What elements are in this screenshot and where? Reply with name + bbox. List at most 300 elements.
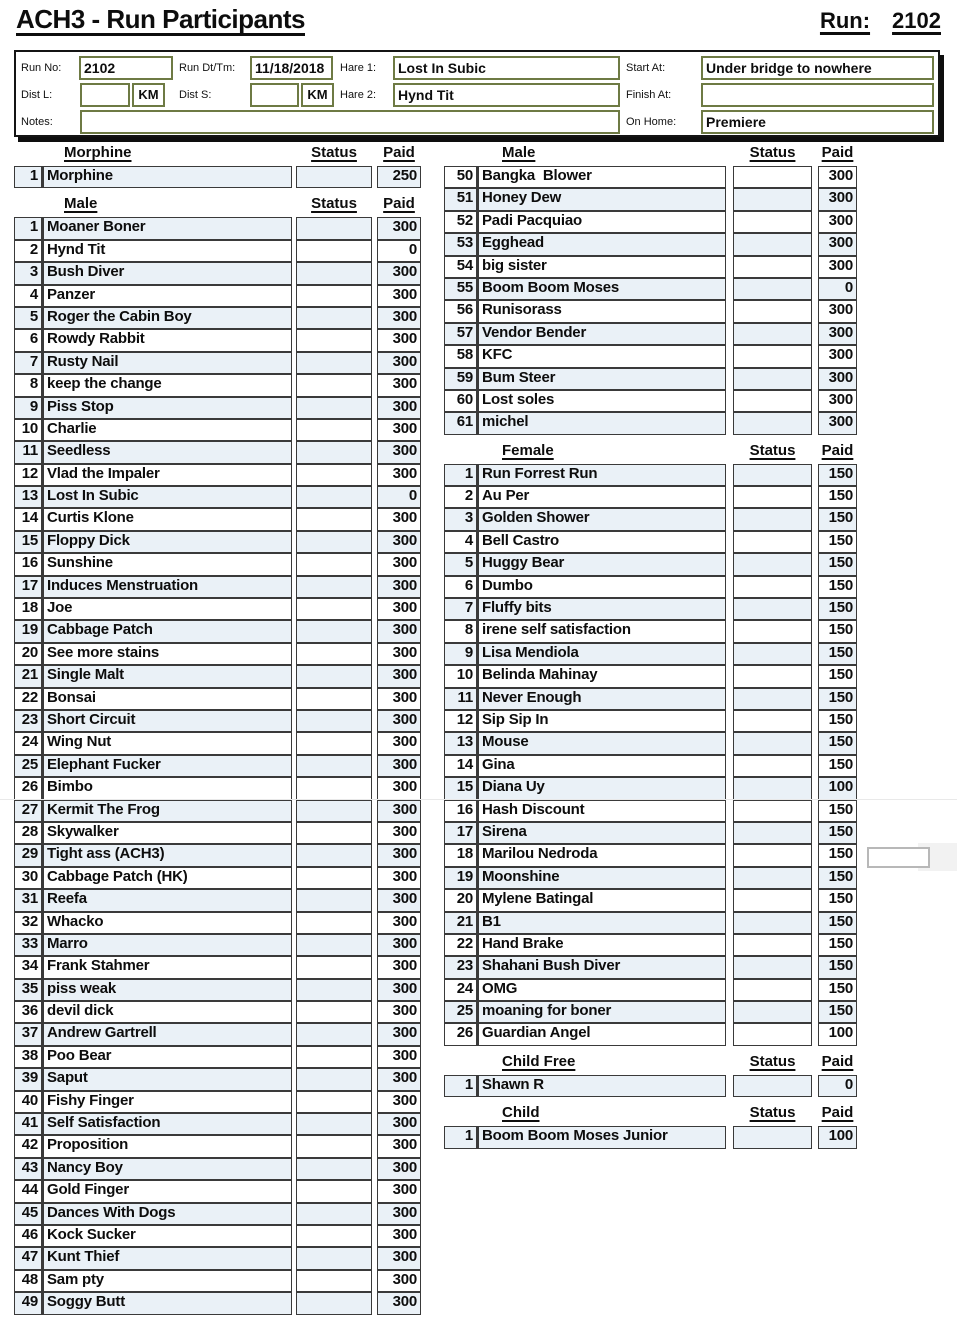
paid-cell[interactable]: 150 <box>818 844 857 866</box>
status-cell[interactable] <box>733 390 812 412</box>
participant-name-cell[interactable]: Lost soles <box>477 390 726 412</box>
paid-cell[interactable]: 250 <box>377 166 421 188</box>
status-cell[interactable] <box>733 822 812 844</box>
participant-name-cell[interactable]: Curtis Klone <box>42 508 292 530</box>
participant-name-cell[interactable]: Tight ass (ACH3) <box>42 844 292 866</box>
row-number-cell[interactable]: 13 <box>444 732 477 754</box>
row-number-cell[interactable]: 32 <box>14 912 42 934</box>
status-cell[interactable] <box>296 329 372 351</box>
participant-name-cell[interactable]: Sam pty <box>42 1270 292 1292</box>
row-number-cell[interactable]: 18 <box>14 598 42 620</box>
paid-cell[interactable]: 300 <box>377 441 421 463</box>
participant-name-cell[interactable]: Dumbo <box>477 576 726 598</box>
status-cell[interactable] <box>296 620 372 642</box>
paid-cell[interactable]: 300 <box>377 688 421 710</box>
participant-name-cell[interactable]: Gold Finger <box>42 1180 292 1202</box>
row-number-cell[interactable]: 18 <box>444 844 477 866</box>
row-number-cell[interactable]: 14 <box>444 755 477 777</box>
row-number-cell[interactable]: 41 <box>14 1113 42 1135</box>
status-cell[interactable] <box>733 732 812 754</box>
participant-name-cell[interactable]: Kock Sucker <box>42 1225 292 1247</box>
paid-cell[interactable]: 300 <box>377 710 421 732</box>
paid-cell[interactable]: 150 <box>818 867 857 889</box>
row-number-cell[interactable]: 5 <box>444 553 477 575</box>
paid-cell[interactable]: 150 <box>818 912 857 934</box>
dist-l-input[interactable] <box>80 83 130 107</box>
participant-name-cell[interactable]: Hand Brake <box>477 934 726 956</box>
paid-cell[interactable]: 300 <box>377 307 421 329</box>
participant-name-cell[interactable]: Marro <box>42 934 292 956</box>
paid-cell[interactable]: 300 <box>818 300 857 322</box>
paid-cell[interactable]: 300 <box>377 912 421 934</box>
status-cell[interactable] <box>296 688 372 710</box>
status-cell[interactable] <box>296 576 372 598</box>
paid-cell[interactable]: 300 <box>377 1023 421 1045</box>
row-number-cell[interactable]: 43 <box>14 1158 42 1180</box>
row-number-cell[interactable]: 42 <box>14 1135 42 1157</box>
status-cell[interactable] <box>733 777 812 799</box>
status-cell[interactable] <box>733 553 812 575</box>
paid-cell[interactable]: 300 <box>377 262 421 284</box>
status-cell[interactable] <box>733 688 812 710</box>
status-cell[interactable] <box>733 956 812 978</box>
status-cell[interactable] <box>296 800 372 822</box>
paid-cell[interactable]: 300 <box>377 464 421 486</box>
status-cell[interactable] <box>733 345 812 367</box>
participant-name-cell[interactable]: Andrew Gartrell <box>42 1023 292 1045</box>
status-cell[interactable] <box>296 598 372 620</box>
row-number-cell[interactable]: 9 <box>14 397 42 419</box>
status-cell[interactable] <box>296 777 372 799</box>
row-number-cell[interactable]: 1 <box>14 166 42 188</box>
status-cell[interactable] <box>733 643 812 665</box>
row-number-cell[interactable]: 26 <box>14 777 42 799</box>
paid-cell[interactable]: 300 <box>377 531 421 553</box>
status-cell[interactable] <box>296 217 372 239</box>
participant-name-cell[interactable]: Induces Menstruation <box>42 576 292 598</box>
status-cell[interactable] <box>296 508 372 530</box>
paid-cell[interactable]: 300 <box>377 352 421 374</box>
participant-name-cell[interactable]: Mylene Batingal <box>477 889 726 911</box>
paid-cell[interactable]: 300 <box>377 576 421 598</box>
participant-name-cell[interactable]: big sister <box>477 256 726 278</box>
row-number-cell[interactable]: 31 <box>14 889 42 911</box>
status-cell[interactable] <box>296 1113 372 1135</box>
participant-name-cell[interactable]: Elephant Fucker <box>42 755 292 777</box>
participant-name-cell[interactable]: Whacko <box>42 912 292 934</box>
status-cell[interactable] <box>733 1126 812 1148</box>
row-number-cell[interactable]: 29 <box>14 844 42 866</box>
participant-name-cell[interactable]: Diana Uy <box>477 777 726 799</box>
participant-name-cell[interactable]: Panzer <box>42 285 292 307</box>
status-cell[interactable] <box>296 710 372 732</box>
paid-cell[interactable]: 150 <box>818 889 857 911</box>
participant-name-cell[interactable]: Hynd Tit <box>42 240 292 262</box>
participant-name-cell[interactable]: Run Forrest Run <box>477 464 726 486</box>
paid-cell[interactable]: 0 <box>377 486 421 508</box>
status-cell[interactable] <box>733 1023 812 1045</box>
participant-name-cell[interactable]: Bush Diver <box>42 262 292 284</box>
row-number-cell[interactable]: 57 <box>444 323 477 345</box>
paid-cell[interactable]: 150 <box>818 553 857 575</box>
row-number-cell[interactable]: 25 <box>444 1001 477 1023</box>
status-cell[interactable] <box>733 412 812 434</box>
paid-cell[interactable]: 0 <box>818 1075 857 1097</box>
status-cell[interactable] <box>296 374 372 396</box>
row-number-cell[interactable]: 2 <box>14 240 42 262</box>
row-number-cell[interactable]: 1 <box>444 1126 477 1148</box>
paid-cell[interactable]: 300 <box>377 217 421 239</box>
status-cell[interactable] <box>296 822 372 844</box>
status-cell[interactable] <box>296 956 372 978</box>
paid-cell[interactable]: 300 <box>818 368 857 390</box>
row-number-cell[interactable]: 20 <box>14 643 42 665</box>
status-cell[interactable] <box>296 397 372 419</box>
row-number-cell[interactable]: 48 <box>14 1270 42 1292</box>
status-cell[interactable] <box>733 233 812 255</box>
row-number-cell[interactable]: 16 <box>444 800 477 822</box>
stray-textbox[interactable] <box>867 847 930 868</box>
participant-name-cell[interactable]: Sip Sip In <box>477 710 726 732</box>
participant-name-cell[interactable]: Mouse <box>477 732 726 754</box>
row-number-cell[interactable]: 6 <box>14 329 42 351</box>
paid-cell[interactable]: 300 <box>377 397 421 419</box>
status-cell[interactable] <box>733 278 812 300</box>
status-cell[interactable] <box>733 889 812 911</box>
paid-cell[interactable]: 300 <box>818 166 857 188</box>
row-number-cell[interactable]: 11 <box>444 688 477 710</box>
participant-name-cell[interactable]: OMG <box>477 979 726 1001</box>
paid-cell[interactable]: 300 <box>377 822 421 844</box>
status-cell[interactable] <box>296 1068 372 1090</box>
row-number-cell[interactable]: 20 <box>444 889 477 911</box>
row-number-cell[interactable]: 3 <box>444 508 477 530</box>
status-cell[interactable] <box>296 1023 372 1045</box>
participant-name-cell[interactable]: Poo Bear <box>42 1046 292 1068</box>
status-cell[interactable] <box>733 1001 812 1023</box>
status-cell[interactable] <box>296 1158 372 1180</box>
status-cell[interactable] <box>733 508 812 530</box>
status-cell[interactable] <box>296 665 372 687</box>
participant-name-cell[interactable]: Huggy Bear <box>477 553 726 575</box>
participant-name-cell[interactable]: irene self satisfaction <box>477 620 726 642</box>
participant-name-cell[interactable]: Kermit The Frog <box>42 800 292 822</box>
status-cell[interactable] <box>733 211 812 233</box>
row-number-cell[interactable]: 1 <box>14 217 42 239</box>
status-cell[interactable] <box>296 1091 372 1113</box>
status-cell[interactable] <box>733 576 812 598</box>
participant-name-cell[interactable]: Bell Castro <box>477 531 726 553</box>
status-cell[interactable] <box>296 419 372 441</box>
paid-cell[interactable]: 300 <box>377 329 421 351</box>
paid-cell[interactable]: 300 <box>377 643 421 665</box>
row-number-cell[interactable]: 53 <box>444 233 477 255</box>
participant-name-cell[interactable]: Cabbage Patch <box>42 620 292 642</box>
paid-cell[interactable]: 300 <box>377 800 421 822</box>
status-cell[interactable] <box>296 486 372 508</box>
paid-cell[interactable]: 300 <box>377 1135 421 1157</box>
dist-s-input[interactable] <box>250 83 299 107</box>
participant-name-cell[interactable]: Egghead <box>477 233 726 255</box>
status-cell[interactable] <box>296 352 372 374</box>
row-number-cell[interactable]: 6 <box>444 576 477 598</box>
row-number-cell[interactable]: 45 <box>14 1203 42 1225</box>
paid-cell[interactable]: 300 <box>377 732 421 754</box>
row-number-cell[interactable]: 11 <box>14 441 42 463</box>
status-cell[interactable] <box>733 323 812 345</box>
paid-cell[interactable]: 300 <box>377 1068 421 1090</box>
on-home-input[interactable] <box>701 110 934 134</box>
status-cell[interactable] <box>296 934 372 956</box>
row-number-cell[interactable]: 56 <box>444 300 477 322</box>
row-number-cell[interactable]: 17 <box>444 822 477 844</box>
row-number-cell[interactable]: 27 <box>14 800 42 822</box>
row-number-cell[interactable]: 36 <box>14 1001 42 1023</box>
status-cell[interactable] <box>296 1247 372 1269</box>
row-number-cell[interactable]: 22 <box>444 934 477 956</box>
finish-at-input[interactable] <box>701 83 934 107</box>
row-number-cell[interactable]: 33 <box>14 934 42 956</box>
participant-name-cell[interactable]: Runisorass <box>477 300 726 322</box>
status-cell[interactable] <box>733 166 812 188</box>
participant-name-cell[interactable]: Charlie <box>42 419 292 441</box>
row-number-cell[interactable]: 7 <box>444 598 477 620</box>
paid-cell[interactable]: 150 <box>818 688 857 710</box>
status-cell[interactable] <box>296 867 372 889</box>
row-number-cell[interactable]: 9 <box>444 643 477 665</box>
paid-cell[interactable]: 150 <box>818 531 857 553</box>
status-cell[interactable] <box>733 665 812 687</box>
participant-name-cell[interactable]: Shahani Bush Diver <box>477 956 726 978</box>
status-cell[interactable] <box>296 307 372 329</box>
row-number-cell[interactable]: 5 <box>14 307 42 329</box>
participant-name-cell[interactable]: See more stains <box>42 643 292 665</box>
row-number-cell[interactable]: 37 <box>14 1023 42 1045</box>
status-cell[interactable] <box>296 1046 372 1068</box>
status-cell[interactable] <box>733 531 812 553</box>
row-number-cell[interactable]: 3 <box>14 262 42 284</box>
participant-name-cell[interactable]: Self Satisfaction <box>42 1113 292 1135</box>
status-cell[interactable] <box>296 844 372 866</box>
status-cell[interactable] <box>296 1292 372 1314</box>
participant-name-cell[interactable]: Bonsai <box>42 688 292 710</box>
row-number-cell[interactable]: 15 <box>444 777 477 799</box>
status-cell[interactable] <box>296 240 372 262</box>
row-number-cell[interactable]: 35 <box>14 979 42 1001</box>
participant-name-cell[interactable]: Fishy Finger <box>42 1091 292 1113</box>
paid-cell[interactable]: 150 <box>818 934 857 956</box>
row-number-cell[interactable]: 2 <box>444 486 477 508</box>
status-cell[interactable] <box>296 643 372 665</box>
row-number-cell[interactable]: 1 <box>444 1075 477 1097</box>
paid-cell[interactable]: 150 <box>818 1001 857 1023</box>
paid-cell[interactable]: 150 <box>818 755 857 777</box>
status-cell[interactable] <box>296 979 372 1001</box>
paid-cell[interactable]: 300 <box>377 889 421 911</box>
participant-name-cell[interactable]: Sunshine <box>42 553 292 575</box>
participant-name-cell[interactable]: Sirena <box>477 822 726 844</box>
participant-name-cell[interactable]: Bangka Blower <box>477 166 726 188</box>
row-number-cell[interactable]: 17 <box>14 576 42 598</box>
paid-cell[interactable]: 300 <box>377 844 421 866</box>
participant-name-cell[interactable]: keep the change <box>42 374 292 396</box>
paid-cell[interactable]: 150 <box>818 464 857 486</box>
status-cell[interactable] <box>733 1075 812 1097</box>
paid-cell[interactable]: 150 <box>818 710 857 732</box>
hare1-input[interactable] <box>393 56 620 80</box>
status-cell[interactable] <box>296 441 372 463</box>
paid-cell[interactable]: 300 <box>377 979 421 1001</box>
row-number-cell[interactable]: 47 <box>14 1247 42 1269</box>
participant-name-cell[interactable]: Boom Boom Moses <box>477 278 726 300</box>
row-number-cell[interactable]: 50 <box>444 166 477 188</box>
status-cell[interactable] <box>296 1135 372 1157</box>
status-cell[interactable] <box>733 486 812 508</box>
status-cell[interactable] <box>733 620 812 642</box>
paid-cell[interactable]: 0 <box>377 240 421 262</box>
row-number-cell[interactable]: 13 <box>14 486 42 508</box>
participant-name-cell[interactable]: Shawn R <box>477 1075 726 1097</box>
participant-name-cell[interactable]: Guardian Angel <box>477 1023 726 1045</box>
row-number-cell[interactable]: 10 <box>444 665 477 687</box>
row-number-cell[interactable]: 54 <box>444 256 477 278</box>
participant-name-cell[interactable]: Bum Steer <box>477 368 726 390</box>
row-number-cell[interactable]: 22 <box>14 688 42 710</box>
paid-cell[interactable]: 300 <box>818 323 857 345</box>
status-cell[interactable] <box>733 464 812 486</box>
paid-cell[interactable]: 300 <box>377 1091 421 1113</box>
row-number-cell[interactable]: 25 <box>14 755 42 777</box>
row-number-cell[interactable]: 14 <box>14 508 42 530</box>
row-number-cell[interactable]: 15 <box>14 531 42 553</box>
participant-name-cell[interactable]: Single Malt <box>42 665 292 687</box>
participant-name-cell[interactable]: Padi Pacquiao <box>477 211 726 233</box>
paid-cell[interactable]: 150 <box>818 576 857 598</box>
participant-name-cell[interactable]: Au Per <box>477 486 726 508</box>
row-number-cell[interactable]: 24 <box>444 979 477 1001</box>
participant-name-cell[interactable]: Nancy Boy <box>42 1158 292 1180</box>
status-cell[interactable] <box>733 188 812 210</box>
row-number-cell[interactable]: 19 <box>444 867 477 889</box>
status-cell[interactable] <box>296 755 372 777</box>
participant-name-cell[interactable]: Marilou Nedroda <box>477 844 726 866</box>
participant-name-cell[interactable]: Hash Discount <box>477 800 726 822</box>
row-number-cell[interactable]: 12 <box>444 710 477 732</box>
participant-name-cell[interactable]: Gina <box>477 755 726 777</box>
paid-cell[interactable]: 100 <box>818 1126 857 1148</box>
status-cell[interactable] <box>296 285 372 307</box>
row-number-cell[interactable]: 23 <box>444 956 477 978</box>
row-number-cell[interactable]: 7 <box>14 352 42 374</box>
row-number-cell[interactable]: 46 <box>14 1225 42 1247</box>
participant-name-cell[interactable]: Seedless <box>42 441 292 463</box>
row-number-cell[interactable]: 39 <box>14 1068 42 1090</box>
status-cell[interactable] <box>296 553 372 575</box>
row-number-cell[interactable]: 26 <box>444 1023 477 1045</box>
status-cell[interactable] <box>733 256 812 278</box>
paid-cell[interactable]: 150 <box>818 800 857 822</box>
paid-cell[interactable]: 100 <box>818 777 857 799</box>
status-cell[interactable] <box>296 262 372 284</box>
status-cell[interactable] <box>296 531 372 553</box>
row-number-cell[interactable]: 61 <box>444 412 477 434</box>
paid-cell[interactable]: 300 <box>818 345 857 367</box>
status-cell[interactable] <box>733 912 812 934</box>
paid-cell[interactable]: 300 <box>377 553 421 575</box>
row-number-cell[interactable]: 55 <box>444 278 477 300</box>
status-cell[interactable] <box>733 598 812 620</box>
paid-cell[interactable]: 150 <box>818 598 857 620</box>
paid-cell[interactable]: 150 <box>818 979 857 1001</box>
participant-name-cell[interactable]: Never Enough <box>477 688 726 710</box>
participant-name-cell[interactable]: Reefa <box>42 889 292 911</box>
participant-name-cell[interactable]: Floppy Dick <box>42 531 292 553</box>
paid-cell[interactable]: 300 <box>377 620 421 642</box>
row-number-cell[interactable]: 40 <box>14 1091 42 1113</box>
paid-cell[interactable]: 300 <box>818 211 857 233</box>
status-cell[interactable] <box>733 368 812 390</box>
paid-cell[interactable]: 150 <box>818 665 857 687</box>
row-number-cell[interactable]: 52 <box>444 211 477 233</box>
paid-cell[interactable]: 100 <box>818 1023 857 1045</box>
paid-cell[interactable]: 300 <box>377 598 421 620</box>
status-cell[interactable] <box>296 889 372 911</box>
status-cell[interactable] <box>296 1225 372 1247</box>
participant-name-cell[interactable]: Fluffy bits <box>477 598 726 620</box>
paid-cell[interactable]: 300 <box>377 665 421 687</box>
status-cell[interactable] <box>296 1001 372 1023</box>
status-cell[interactable] <box>733 800 812 822</box>
status-cell[interactable] <box>296 1270 372 1292</box>
participant-name-cell[interactable]: Lost In Subic <box>42 486 292 508</box>
paid-cell[interactable]: 300 <box>377 1225 421 1247</box>
participant-name-cell[interactable]: Moonshine <box>477 867 726 889</box>
row-number-cell[interactable]: 16 <box>14 553 42 575</box>
paid-cell[interactable]: 300 <box>818 256 857 278</box>
paid-cell[interactable]: 300 <box>818 233 857 255</box>
participant-name-cell[interactable]: Boom Boom Moses Junior <box>477 1126 726 1148</box>
status-cell[interactable] <box>296 1203 372 1225</box>
row-number-cell[interactable]: 1 <box>444 464 477 486</box>
participant-name-cell[interactable]: Moaner Boner <box>42 217 292 239</box>
status-cell[interactable] <box>296 1180 372 1202</box>
row-number-cell[interactable]: 21 <box>14 665 42 687</box>
paid-cell[interactable]: 300 <box>377 1001 421 1023</box>
status-cell[interactable] <box>733 755 812 777</box>
paid-cell[interactable]: 150 <box>818 822 857 844</box>
status-cell[interactable] <box>733 300 812 322</box>
notes-input[interactable] <box>80 110 620 134</box>
paid-cell[interactable]: 150 <box>818 956 857 978</box>
row-number-cell[interactable]: 51 <box>444 188 477 210</box>
status-cell[interactable] <box>296 464 372 486</box>
paid-cell[interactable]: 300 <box>377 1180 421 1202</box>
participant-name-cell[interactable]: Vendor Bender <box>477 323 726 345</box>
participant-name-cell[interactable]: Morphine <box>42 166 292 188</box>
participant-name-cell[interactable]: Golden Shower <box>477 508 726 530</box>
run-dt-input[interactable] <box>250 56 333 80</box>
row-number-cell[interactable]: 4 <box>14 285 42 307</box>
row-number-cell[interactable]: 8 <box>444 620 477 642</box>
paid-cell[interactable]: 300 <box>818 188 857 210</box>
participant-name-cell[interactable]: Skywalker <box>42 822 292 844</box>
participant-name-cell[interactable]: Piss Stop <box>42 397 292 419</box>
participant-name-cell[interactable]: Cabbage Patch (HK) <box>42 867 292 889</box>
paid-cell[interactable]: 300 <box>377 1158 421 1180</box>
participant-name-cell[interactable]: moaning for boner <box>477 1001 726 1023</box>
paid-cell[interactable]: 300 <box>377 508 421 530</box>
row-number-cell[interactable]: 19 <box>14 620 42 642</box>
